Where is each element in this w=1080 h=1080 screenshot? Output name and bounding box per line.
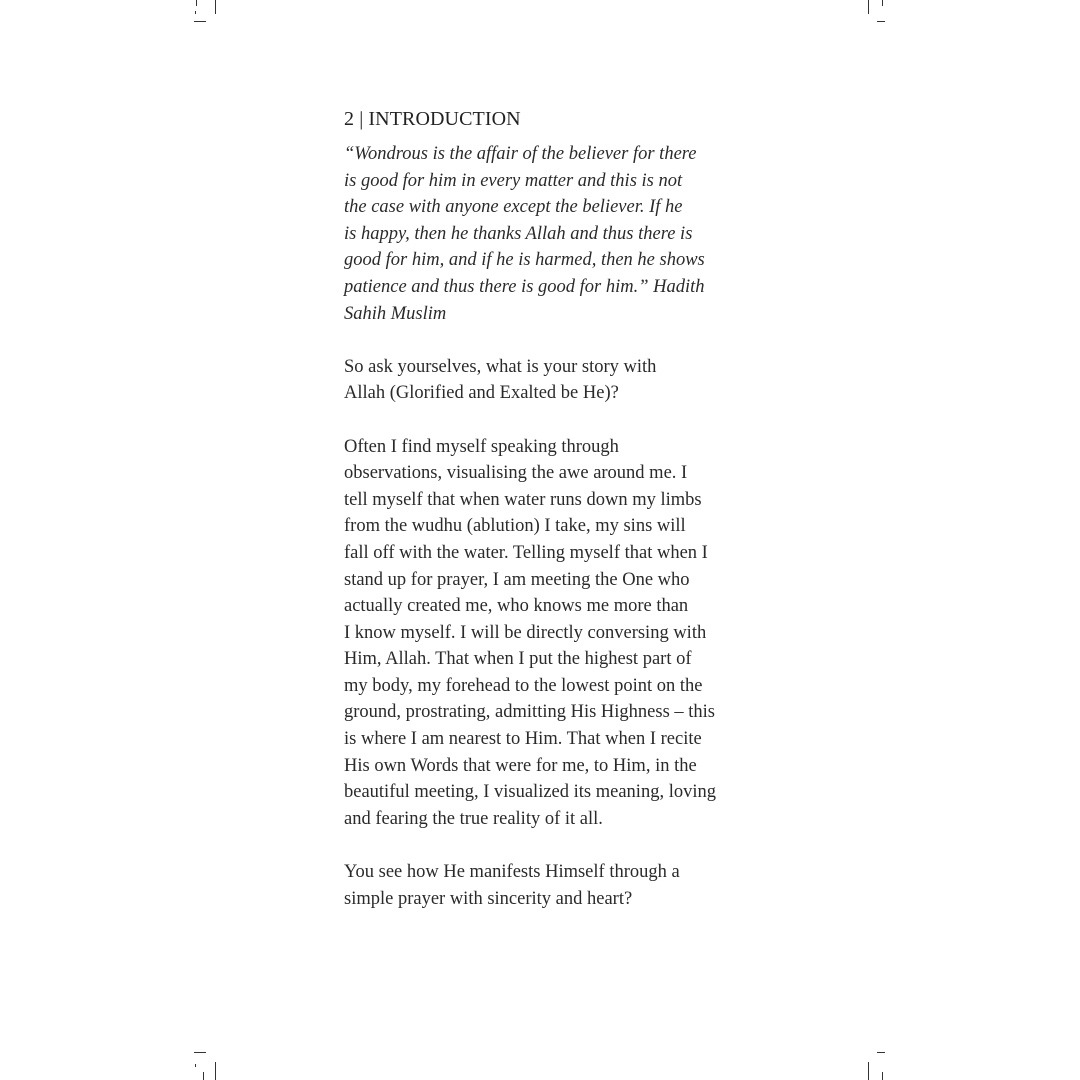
crop-mark-bottom-left — [203, 1072, 204, 1080]
crop-mark-bottom-right — [877, 1052, 885, 1053]
crop-mark-top-left — [195, 11, 196, 14]
paragraph: Often I find myself speaking through observations, visualising the awe around me. I tell myself that when water runs down my limbs from the wudhu (ablution) I take, my sins will fall off with the water. Telling myself that when I stand up for prayer, I am meeting the One who actually created me, who knows me more than I know myself. I will be directly conversing with Him, Allah. That when I put the highest part of my body, my forehead to the lowest point on the ground, prostrating, admitting His Highness – this is where I am nearest to Him. That when I recite His own Words that were for me, to Him, in the beautiful meeting, I visualized its meaning, loving and fearing the true reality of it all. — [344, 436, 716, 829]
crop-mark-bottom-left — [194, 1052, 206, 1053]
crop-mark-top-left — [215, 0, 216, 14]
crop-mark-bottom-right — [882, 1072, 883, 1080]
paragraph: So ask yourselves, what is your story with Allah (Glorified and Exalted be He)? — [344, 356, 657, 404]
crop-mark-top-left — [196, 0, 197, 6]
running-head: 2 | INTRODUCTION — [344, 108, 521, 130]
hadith-quote: “Wondrous is the affair of the believer for there is good for him in every matter and this is not the case with anyone except the believer. If he is happy, then he thanks Allah and thus there is good for him, and if he is harmed, then he shows patience and thus there is good for him.” Hadith Sahih Muslim — [344, 144, 705, 324]
crop-mark-top-left — [194, 21, 206, 22]
crop-mark-bottom-left — [195, 1064, 196, 1067]
crop-mark-top-right — [877, 21, 885, 22]
paragraph: You see how He manifests Himself through a simple prayer with sincerity and heart? — [344, 862, 680, 909]
crop-mark-top-right — [882, 0, 883, 6]
crop-mark-bottom-right — [868, 1062, 869, 1080]
page-body — [344, 106, 744, 912]
crop-mark-bottom-left — [215, 1062, 216, 1080]
crop-mark-top-right — [868, 0, 869, 14]
